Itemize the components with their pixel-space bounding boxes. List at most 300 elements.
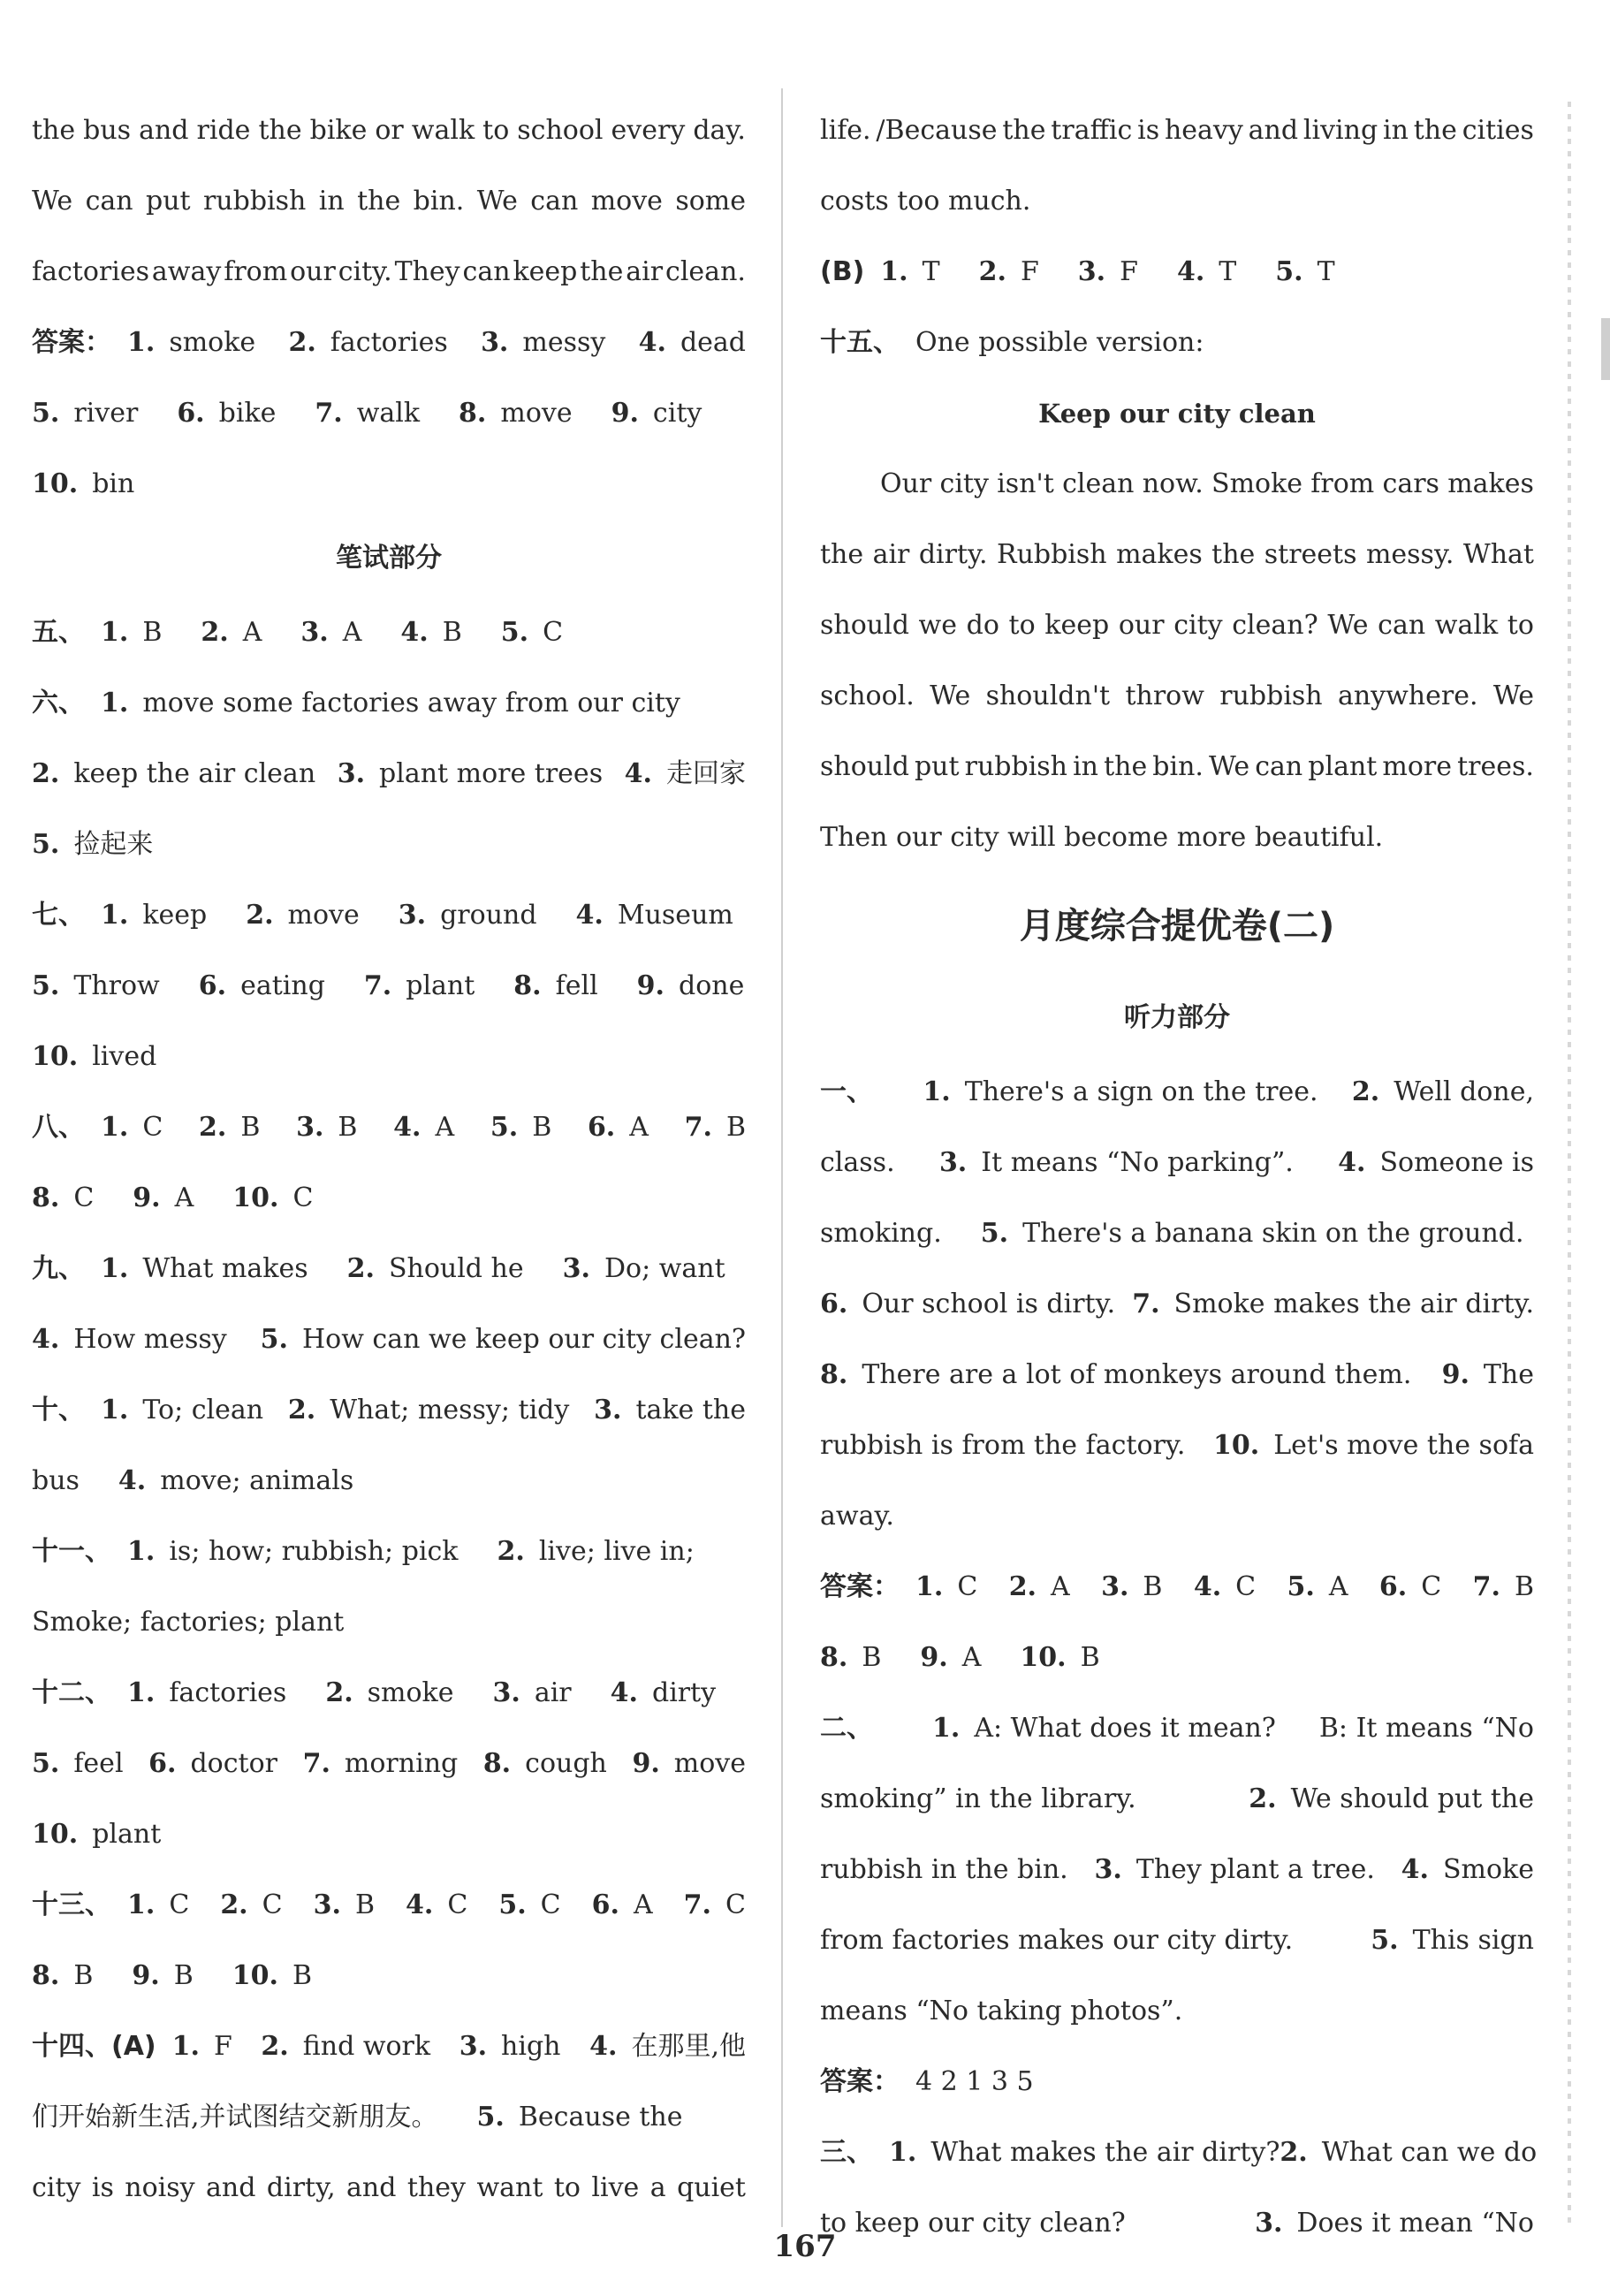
- text-line: [820, 661, 1534, 732]
- word: messy.: [1365, 539, 1454, 570]
- section-label: 六、: [32, 688, 85, 718]
- section-label: 九、: [32, 1253, 85, 1284]
- item-number: 1.: [915, 1571, 944, 1602]
- line-text: means “No taking photos”.: [820, 1996, 1183, 2026]
- item-number: 7.: [302, 1748, 330, 1779]
- word: want: [476, 2172, 543, 2203]
- answer-line: [820, 2117, 1538, 2188]
- item-number: 10.: [32, 1819, 79, 1850]
- word: rubbish: [1219, 680, 1323, 711]
- item-answer: B: [532, 1112, 552, 1143]
- answer-item: [32, 810, 153, 880]
- word: more: [1382, 751, 1453, 782]
- answer-item: [399, 880, 537, 951]
- item-number: 9.: [636, 970, 665, 1001]
- item-answer: What makes the air dirty?: [930, 2137, 1280, 2168]
- answer-item: [1177, 237, 1236, 308]
- item-number: 1.: [931, 1713, 961, 1744]
- item-number: 5.: [32, 398, 60, 429]
- item-answer: B: [1514, 1571, 1534, 1602]
- text-line: [32, 166, 746, 237]
- word: bin.: [1152, 751, 1204, 782]
- answer-item: [32, 449, 134, 520]
- item-answer: Well done,: [1394, 1076, 1534, 1107]
- word: cars: [1382, 468, 1439, 499]
- word: plant: [1308, 751, 1378, 782]
- item-number: 5.: [260, 1324, 288, 1355]
- item-number: 9.: [611, 398, 639, 429]
- item-number: 3.: [398, 900, 427, 931]
- item-number: 3.: [459, 2031, 488, 2062]
- word: is: [1137, 115, 1160, 146]
- item-number: 7.: [315, 398, 343, 429]
- word: to: [482, 115, 510, 146]
- item-number: 5.: [476, 2102, 505, 2133]
- word: move: [590, 186, 663, 217]
- answer-item: [148, 1729, 277, 1799]
- item-answer: Smoke makes the air dirty.: [1173, 1289, 1534, 1319]
- word: should: [820, 610, 909, 641]
- item-answer: B: It means “No: [1318, 1713, 1534, 1744]
- item-answer: T: [922, 256, 940, 287]
- answer-item: [820, 1764, 1136, 1835]
- word: cities: [1462, 115, 1534, 146]
- answer-item: [261, 1304, 746, 1375]
- answer-line: [820, 1198, 1534, 1269]
- answer-line: [32, 1941, 746, 2011]
- item-number: 7.: [684, 1112, 712, 1143]
- item-answer: How can we keep our city clean?: [301, 1324, 746, 1355]
- exam-title: 月度综合提优卷(二): [1019, 906, 1335, 947]
- answer-item: [820, 1128, 895, 1198]
- item-number: 9.: [920, 1642, 948, 1673]
- answer-item: [923, 1057, 1318, 1128]
- answer-item: [127, 1870, 189, 1941]
- side-tab-mark: [1601, 318, 1610, 380]
- item-number: 5.: [32, 829, 60, 860]
- item-answer: smoking.: [820, 1218, 942, 1249]
- word: from: [224, 256, 288, 287]
- section-heading: 听力部分: [1124, 1002, 1230, 1033]
- item-number: 4.: [575, 900, 604, 931]
- answer-item: [127, 1658, 286, 1729]
- item-answer: B: [725, 1112, 747, 1143]
- word: some: [675, 186, 746, 217]
- item-answer: Smoke: [1442, 1854, 1534, 1885]
- item-number: 3.: [296, 1112, 324, 1143]
- item-number: 8.: [513, 970, 542, 1001]
- answer-item: [939, 1128, 1294, 1198]
- section-label: 八、: [32, 1112, 85, 1143]
- page-edge-shadow: [1568, 102, 1571, 2223]
- item-answer: bike: [218, 398, 277, 429]
- item-number: 4.: [32, 1324, 60, 1355]
- item-answer: Should he: [388, 1253, 524, 1284]
- answer-item: [594, 1375, 746, 1446]
- answer-item: [199, 951, 325, 1022]
- item-number: 3.: [562, 1253, 590, 1284]
- answer-line: [820, 1905, 1534, 1976]
- answer-item: [101, 1234, 308, 1304]
- answer-item: [979, 237, 1039, 308]
- item-number: 4.: [393, 1112, 421, 1143]
- item-answer: air: [534, 1677, 572, 1708]
- item-number: 3.: [1255, 2208, 1283, 2239]
- item-number: 3.: [1094, 1854, 1122, 1885]
- answer-item: [296, 1092, 357, 1163]
- word: clean.: [665, 256, 746, 287]
- item-number: 2.: [220, 1889, 248, 1920]
- item-number: 1.: [101, 1112, 129, 1143]
- answer-line: [32, 449, 746, 520]
- item-answer: keep: [142, 900, 208, 931]
- section-label: 十四、(A): [32, 2031, 156, 2062]
- answer-line: [32, 1517, 746, 1587]
- item-number: 10.: [232, 1182, 279, 1213]
- answer-item: [588, 1092, 649, 1163]
- word: and: [346, 2172, 397, 2203]
- answer-item: [1473, 1552, 1534, 1623]
- word: our: [290, 256, 336, 287]
- word: walk: [1434, 610, 1499, 641]
- answer-line: [32, 1234, 746, 1304]
- section-label: 十二、: [32, 1677, 111, 1708]
- item-answer: find work: [302, 2031, 431, 2062]
- answer-line: [820, 1835, 1534, 1905]
- section-label: 二、: [820, 1713, 873, 1744]
- item-answer: B: [73, 1960, 94, 1991]
- item-number: 3.: [938, 1147, 968, 1178]
- right-column: [820, 95, 1538, 2259]
- item-answer: A: [435, 1112, 455, 1143]
- word: and: [206, 2172, 256, 2203]
- section-label: 十五、: [820, 327, 900, 358]
- answer-item: [101, 597, 162, 668]
- item-answer: A: [961, 1642, 982, 1673]
- item-answer: high: [501, 2031, 561, 2062]
- answer-line: [32, 1092, 746, 1163]
- item-number: 7.: [363, 970, 392, 1001]
- item-number: 8.: [459, 398, 487, 429]
- item-number: 5.: [1371, 1925, 1399, 1956]
- word: clean: [1062, 468, 1135, 499]
- item-answer: river: [73, 398, 139, 429]
- word: the: [1002, 115, 1046, 146]
- word: city: [1173, 610, 1223, 641]
- answer-item: [932, 1693, 1276, 1764]
- item-number: 1.: [127, 1677, 156, 1708]
- word: bus: [83, 115, 132, 146]
- word: we: [918, 610, 957, 641]
- item-answer: There's a sign on the tree.: [964, 1076, 1318, 1107]
- item-number: 5.: [500, 617, 529, 648]
- answer-line: [32, 1375, 746, 1446]
- item-number: 5.: [490, 1112, 519, 1143]
- item-number: 2.: [497, 1536, 525, 1567]
- answer-item: [1020, 1623, 1099, 1693]
- answer-item: [101, 1375, 263, 1446]
- item-number: 2.: [1008, 1571, 1037, 1602]
- word: makes: [1116, 539, 1203, 570]
- word: We: [32, 186, 73, 217]
- word: do: [966, 610, 999, 641]
- word: air: [626, 256, 664, 287]
- word: anywhere.: [1337, 680, 1478, 711]
- answer-item: [1275, 237, 1334, 308]
- item-number: 3.: [313, 1889, 341, 1920]
- answer-item: [32, 1729, 124, 1799]
- answer-item: [101, 1092, 163, 1163]
- section-label: 三、: [820, 2137, 873, 2168]
- answer-item: [459, 378, 573, 449]
- answer-item: [288, 308, 447, 378]
- item-number: 8.: [820, 1359, 848, 1390]
- answer-item: [338, 739, 603, 810]
- word: throw: [1125, 680, 1204, 711]
- item-number: 1.: [101, 617, 129, 648]
- text-line: [32, 1587, 746, 1658]
- word: school.: [820, 680, 915, 711]
- answer-item: [685, 1092, 746, 1163]
- word: day.: [693, 115, 746, 146]
- text-line: [820, 802, 1534, 873]
- item-number: 4.: [400, 617, 429, 648]
- answer-line: [820, 1764, 1534, 1835]
- item-answer: F: [213, 2031, 232, 2062]
- item-answer: factories: [169, 1677, 287, 1708]
- item-answer: eating: [240, 970, 325, 1001]
- word: live: [591, 2172, 640, 2203]
- word: We: [1492, 680, 1534, 711]
- answer-item: [133, 1163, 194, 1234]
- answer-item: [625, 739, 746, 810]
- item-number: 1.: [880, 256, 908, 287]
- item-number: 4.: [1401, 1854, 1429, 1885]
- item-number: 9.: [1441, 1359, 1470, 1390]
- item-answer: done: [679, 970, 745, 1001]
- text-line: [820, 308, 1534, 378]
- answer-item: [1319, 1693, 1534, 1764]
- item-number: 1.: [127, 327, 156, 358]
- item-answer: The: [1483, 1359, 1534, 1390]
- answer-item: [232, 1941, 312, 2011]
- item-number: 4.: [1193, 1571, 1222, 1602]
- word: the: [1104, 751, 1148, 782]
- item-number: 1.: [127, 1889, 156, 1920]
- item-answer: B: [142, 617, 163, 648]
- answer-item: [820, 1623, 881, 1693]
- item-answer: A: What does it mean?: [974, 1713, 1276, 1744]
- answer-line: [32, 1729, 746, 1799]
- item-answer: smoke: [169, 327, 256, 358]
- item-number: 5.: [1287, 1571, 1315, 1602]
- answer-item: [820, 1410, 1185, 1481]
- item-answer: bin: [92, 468, 135, 499]
- text-line: [820, 166, 1534, 237]
- text-line: [32, 2153, 746, 2224]
- word: the: [32, 115, 76, 146]
- word: city: [32, 2172, 81, 2203]
- answer-item: [220, 1870, 282, 1941]
- answer-line: [32, 880, 746, 951]
- answer-item: [132, 1941, 193, 2011]
- section-label: 答案：: [820, 2066, 900, 2097]
- item-answer: messy: [522, 327, 606, 358]
- word: can: [462, 256, 511, 287]
- line-text: Smoke; factories; plant: [32, 1607, 345, 1638]
- word: in: [1073, 751, 1098, 782]
- answer-item: [611, 378, 702, 449]
- item-number: 4.: [624, 758, 652, 789]
- section-label: 答案：: [820, 1571, 900, 1602]
- line-text: 4 2 1 3 5: [915, 2066, 1034, 2097]
- answer-item: [497, 1517, 694, 1587]
- word: ride: [196, 115, 251, 146]
- answer-item: [314, 1870, 375, 1941]
- text-line: [820, 449, 1534, 520]
- item-number: 6.: [1378, 1571, 1408, 1602]
- item-answer: smoking” in the library.: [820, 1783, 1136, 1814]
- item-number: 4.: [610, 1677, 638, 1708]
- answer-item: [920, 1623, 981, 1693]
- item-answer: move some factories away from our city: [142, 688, 680, 718]
- word: walk: [411, 115, 475, 146]
- word: a: [649, 2172, 666, 2203]
- answer-item: [32, 1304, 227, 1375]
- item-answer: B: [354, 1889, 375, 1920]
- answer-item: [1213, 1410, 1534, 1481]
- word: school: [517, 115, 604, 146]
- word: is: [91, 2172, 114, 2203]
- answer-item: [1379, 1552, 1441, 1623]
- word: or: [375, 115, 404, 146]
- word: We: [476, 186, 518, 217]
- answer-item: [820, 1340, 1411, 1410]
- answer-item: [483, 1729, 607, 1799]
- word: They: [394, 256, 460, 287]
- item-number: 8.: [32, 1960, 60, 1991]
- answer-item: [632, 1729, 746, 1799]
- answer-line: [32, 1446, 746, 1517]
- text-line: [820, 732, 1534, 802]
- answer-item: [1095, 1835, 1375, 1905]
- answer-item: [880, 237, 939, 308]
- item-number: 5.: [1275, 256, 1303, 287]
- word: put: [914, 751, 960, 782]
- answer-line: [32, 2011, 746, 2082]
- word: rubbish: [202, 186, 307, 217]
- item-answer: C: [169, 1889, 190, 1920]
- item-answer: A: [342, 617, 362, 648]
- item-answer: What makes: [142, 1253, 308, 1284]
- item-answer: factories: [330, 327, 448, 358]
- answer-line: [32, 1022, 746, 1092]
- item-number: 1.: [101, 688, 129, 718]
- answer-item: [1194, 1552, 1256, 1623]
- word: We: [930, 680, 971, 711]
- item-number: 8.: [32, 1182, 60, 1213]
- answer-item: [32, 739, 315, 810]
- item-number: 2.: [1351, 1076, 1380, 1107]
- word: away: [151, 256, 222, 287]
- word: We: [1208, 751, 1250, 782]
- item-number: 10.: [232, 1960, 278, 1991]
- item-answer: T: [1317, 256, 1335, 287]
- answer-item: [981, 1198, 1524, 1269]
- left-column: [32, 95, 746, 2224]
- answer-item: [101, 668, 680, 739]
- answer-item: [177, 378, 276, 449]
- answer-item: [915, 1552, 977, 1623]
- item-answer: C: [447, 1889, 468, 1920]
- word: should: [820, 751, 909, 782]
- answer-line: [32, 1799, 746, 1870]
- answer-item: [637, 951, 745, 1022]
- word: in: [318, 186, 345, 217]
- item-number: 2.: [32, 758, 60, 789]
- item-answer: C: [543, 617, 564, 648]
- item-answer: A: [174, 1182, 194, 1213]
- item-answer: We should put the: [1290, 1783, 1534, 1814]
- item-number: 8.: [820, 1642, 848, 1673]
- answer-line: [32, 597, 746, 668]
- answer-item: [393, 1092, 454, 1163]
- item-answer: ground: [440, 900, 537, 931]
- item-number: 6.: [198, 970, 227, 1001]
- item-answer: F: [1020, 256, 1039, 287]
- item-answer: move: [500, 398, 573, 429]
- answer-line: [32, 810, 746, 880]
- answer-item: [820, 1269, 1115, 1340]
- item-answer: A: [633, 1889, 653, 1920]
- word: put: [145, 186, 191, 217]
- item-answer: A: [1051, 1571, 1070, 1602]
- item-number: 2.: [246, 900, 274, 931]
- word: our: [1118, 610, 1165, 641]
- item-answer: A: [1328, 1571, 1348, 1602]
- word: bin.: [413, 186, 465, 217]
- essay-title: Keep our city clean: [1038, 399, 1316, 429]
- item-number: 2.: [199, 1112, 227, 1143]
- item-number: 3.: [492, 1677, 520, 1708]
- answer-item: [1338, 1128, 1534, 1198]
- answer-item: [32, 1022, 156, 1092]
- word: noisy: [125, 2172, 195, 2203]
- item-number: 1.: [101, 1395, 129, 1425]
- answer-item: [1249, 1764, 1534, 1835]
- answer-item: [32, 951, 160, 1022]
- word: the: [820, 539, 864, 570]
- answer-line: [32, 1870, 746, 1941]
- word: rubbish: [964, 751, 1068, 782]
- item-answer: This sign: [1412, 1925, 1534, 1956]
- word: to: [553, 2172, 581, 2203]
- answer-item: [32, 1941, 93, 2011]
- answer-line: [820, 1552, 1534, 1623]
- text-line: [820, 1976, 1534, 2047]
- word: trees.: [1457, 751, 1534, 782]
- item-answer: lived: [92, 1041, 157, 1072]
- item-number: 9.: [133, 1182, 161, 1213]
- item-answer: B: [292, 1960, 312, 1991]
- item-answer: live; live in;: [538, 1536, 695, 1567]
- answer-item: [127, 1517, 458, 1587]
- item-number: 3.: [1101, 1571, 1129, 1602]
- item-number: 5.: [32, 970, 60, 1001]
- answer-line: [32, 1658, 746, 1729]
- word: keep: [1044, 610, 1110, 641]
- item-answer: How messy: [73, 1324, 227, 1355]
